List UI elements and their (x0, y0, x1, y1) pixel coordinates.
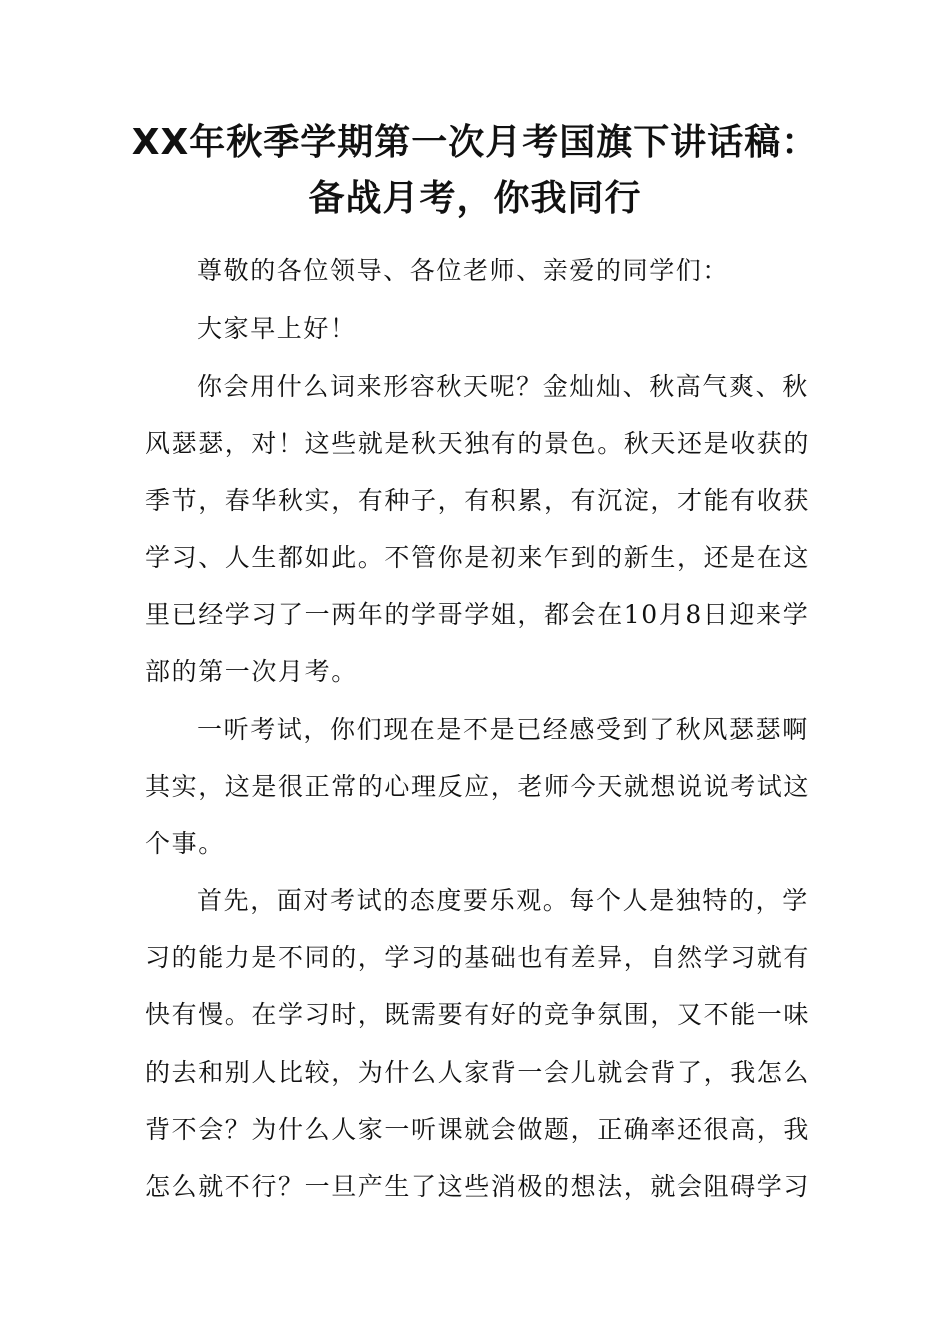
body-line: 习的能力是不同的，学习的基础也有差异，自然学习就有 (145, 943, 811, 972)
body-line: 风瑟瑟，对！这些就是秋天独有的景色。秋天还是收获的 (145, 429, 811, 458)
body-line: 背不会？为什么人家一听课就会做题，正确率还很高，我 (145, 1115, 811, 1144)
document-title-line-2: 备战月考，你我同行 (308, 178, 642, 219)
greeting-line: 尊敬的各位领导、各位老师、亲爱的同学们： (197, 256, 730, 285)
body-line: 你会用什么词来形容秋天呢？金灿灿、秋高气爽、秋 (197, 372, 809, 401)
morning-greeting-line: 大家早上好！ (197, 314, 357, 343)
body-line: 的去和别人比较，为什么人家背一会儿就会背了，我怎么 (145, 1058, 811, 1087)
body-line: 个事。 (145, 829, 225, 858)
body-line: 快有慢。在学习时，既需要有好的竞争氛围，又不能一味 (145, 1000, 811, 1029)
body-line: 季节，春华秋实，有种子，有积累，有沉淀，才能有收获 (145, 486, 811, 515)
body-line: 学习、人生都如此。不管你是初来乍到的新生，还是在这 (145, 543, 811, 572)
body-line: 怎么就不行？一旦产生了这些消极的想法，就会阻碍学习 (145, 1172, 811, 1201)
body-line: 其实，这是很正常的心理反应，老师今天就想说说考试这 (145, 772, 811, 801)
body-line: 里已经学习了一两年的学哥学姐，都会在10月8日迎来学 (145, 600, 810, 629)
body-line: 部的第一次月考。 (145, 657, 358, 686)
body-line: 首先，面对考试的态度要乐观。每个人是独特的，学 (197, 886, 809, 915)
document-title-line-1: XX年秋季学期第一次月考国旗下讲话稿： (131, 122, 819, 163)
body-line: 一听考试，你们现在是不是已经感受到了秋风瑟瑟啊 (197, 715, 809, 744)
